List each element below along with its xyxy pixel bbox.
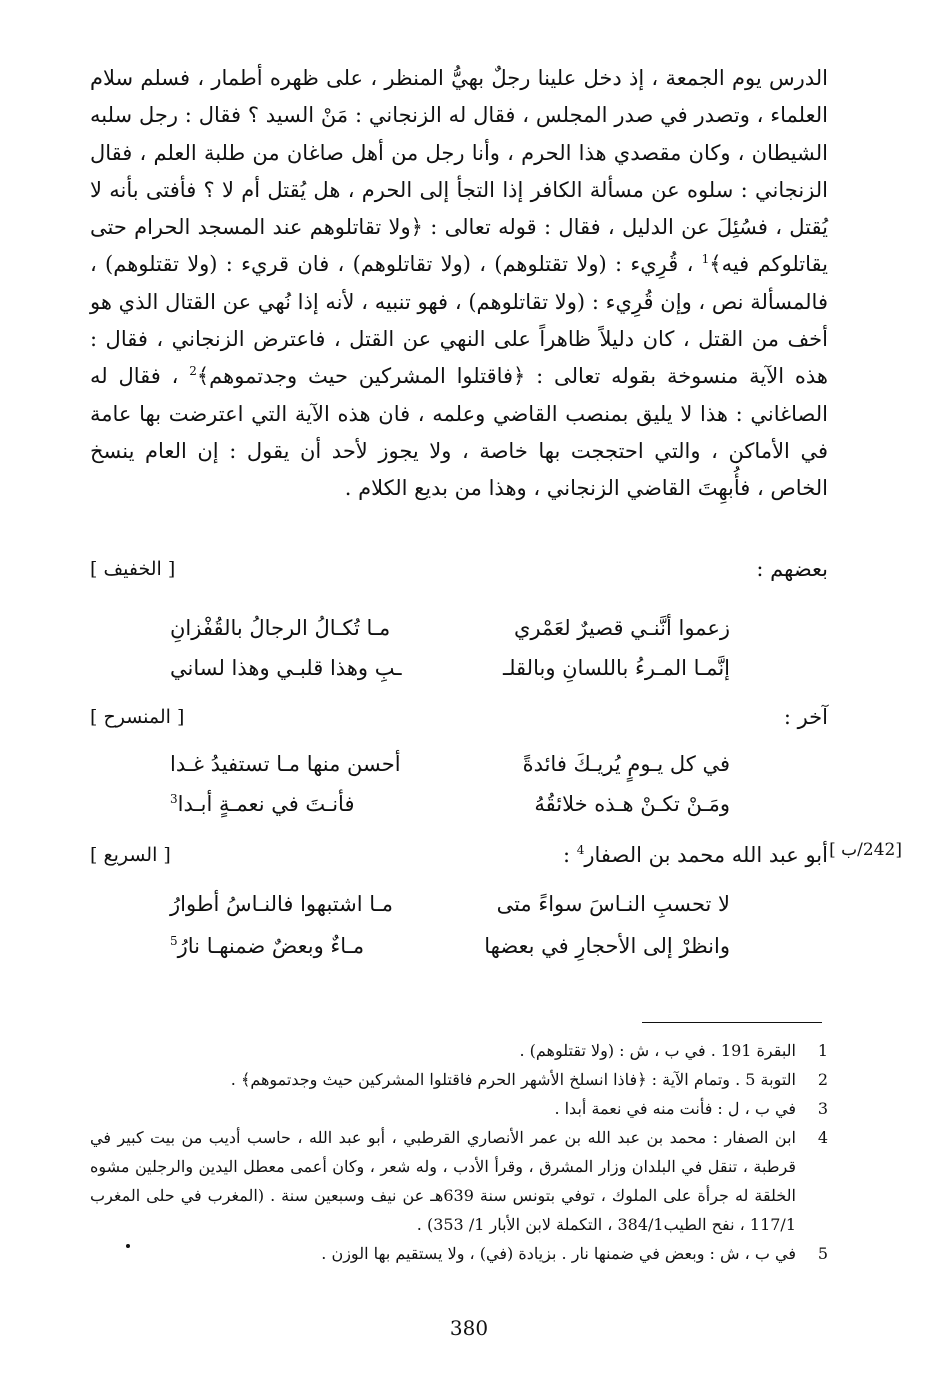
footnote-ref-2: 2 — [189, 364, 197, 379]
poem-3-meter: [ السريع ] — [90, 844, 171, 866]
footnote-ref-3: 3 — [170, 792, 178, 806]
poem-3-speaker — [563, 838, 828, 872]
footnote-number: 4 — [817, 1128, 828, 1147]
verse-line — [170, 926, 730, 966]
poem-2-speaker: آخر : — [783, 705, 828, 729]
speaker-name: أبو عبد الله محمد بن الصفار — [584, 843, 828, 867]
footnote-ref-5: 5 — [170, 934, 178, 948]
stray-dot-mark — [126, 1244, 130, 1248]
verse-first-hemistich: في كل يـومٍ يُريـكَ فائدةً — [522, 752, 730, 776]
verse-first-hemistich: ومَـنْ تكـنْ هـذه خلائقُهُ — [534, 792, 730, 816]
verse-line — [170, 648, 730, 688]
hemistich-text: مـاءٌ وبعضٌ ضمنهـا نارُ — [177, 934, 365, 958]
poem-2-meter: [ المنسرح ] — [90, 706, 185, 728]
poem-3-heading — [90, 838, 828, 872]
verse-first-hemistich: إنَّمـا المـرءُ باللسانِ وبالقلـ — [502, 656, 730, 680]
footnote-text: ابن الصفار : محمد بن عبد الله بن عمر الأنصاري القرطبي ، أبو عبد الله ، حاسب أديب من بيت كبير في قرطبة ، تنقل في البلدان وزار المشرق ، وقرأ الأدب ، وله شعر ، وكان أعمى معطل اليدين والرجلين مشوه الخلقة له جرأة على الملوك ، توفي بتونس سنة 639هـ عن نيف وسبعين سنة . (المغرب في حلى المغرب 117/1 ، نفح الطيب384/1 ، التكملة لابن الأبار 1/ 353) . — [90, 1128, 797, 1234]
poem-1-heading — [90, 552, 828, 586]
verse-line — [170, 744, 730, 784]
verse-second-hemistich: أحسن منها مـا تستفيدُ غـدا — [170, 752, 401, 776]
manuscript-folio-marker: [242/ب ] — [829, 840, 902, 860]
poem-1-meter: [ الخفيف ] — [90, 558, 176, 580]
hemistich-text: فأنـتَ في نعمـةٍ أبـدا — [177, 792, 355, 816]
paragraph-start: الدرس يوم الجمعة ، إذ دخل علينا رجلٌ بهيُّ المنظر ، على ظهره أطمار ، فسلم سلام العلماء ، وتصدر في صدر المجلس ، فقال له الزنجاني : مَنْ السيد ؟ فقال : رجل سلبه الشيطان ، وكان مقصدي هذا الحرم ، وأنا رجل من أهل صاغان من طلبة العلم ، فقال الزنجاني : سلوه عن مسألة الكافر إذا التجأ إلى الحرم ، هل يُقتل أم لا ؟ فأفتى بأنه لا يُقتل ، فسُئِلَ عن الدليل ، فقال : قوله تعالى : ﴿ولا تقاتلوهم عند المسجد الحرام حتى يقاتلوكم فيه﴾ — [90, 66, 828, 277]
footnote-item — [90, 1094, 828, 1123]
footnote-ref-4: 4 — [576, 843, 585, 857]
footnote-text: التوبة 5 . وتمام الآية : ﴿فاذا انسلخ الأشهر الحرم فاقتلوا المشركين حيث وجدتموهم﴾ . — [230, 1070, 796, 1089]
verse-second-hemistich: مـا اشتبهوا فالنـاسُ أطوارُ — [170, 892, 394, 916]
footnote-item — [90, 1036, 828, 1065]
main-text — [90, 60, 828, 508]
footnote-number: 5 — [817, 1244, 828, 1263]
footnote-item — [90, 1123, 828, 1239]
page-number: 380 — [449, 1316, 489, 1340]
verse-line — [170, 884, 730, 924]
prose-paragraph — [90, 60, 828, 508]
verse-second-hemistich — [170, 784, 354, 824]
poem-2-heading — [90, 700, 828, 734]
footnote-ref-1: 1 — [701, 252, 710, 267]
footnote-text: البقرة 191 . في ب ، ش : (ولا تقتلوهم) . — [519, 1041, 796, 1060]
poem-1-speaker: بعضهم : — [756, 557, 828, 581]
footnote-separator — [642, 1022, 822, 1023]
footnote-item — [90, 1239, 828, 1268]
verse-line — [170, 784, 730, 824]
paragraph-middle: ، قُرِيء : (ولا تقتلوهم) ، (ولا تقاتلوهم) ، فان قريء : (ولا تقتلوهم) ، فالمسألة نص ، وإن قُرِيء : (ولا تقاتلوهم) ، فهو تنبيه ، لأنه إذا نُهي عن القتال الذي هو أخف من القتل ، كان دليلاً ظاهراً على النهي عن القتل ، فاعترض الزنجاني ، فقال : هذه الآية منسوخة بقوله تعالى : ﴿فاقتلوا المشركين حيث وجدتموهم﴾ — [90, 252, 829, 389]
footnote-number: 3 — [817, 1099, 828, 1118]
verse-first-hemistich: زعموا أنَّنـي قصيرٌ لعَمْري — [513, 616, 730, 640]
footnote-item — [90, 1065, 828, 1094]
footnotes — [90, 1036, 828, 1268]
verse-second-hemistich: مـا تُكـالُ الرجالُ بالقُفْزانِ — [170, 616, 391, 640]
verse-line — [170, 608, 730, 648]
verse-second-hemistich — [170, 926, 364, 966]
footnote-number: 2 — [817, 1070, 828, 1089]
paragraph-end: ، فقال له الصاغاني : هذا لا يليق بمنصب القاضي وعلمه ، فان هذه الآية التي اعترضت بها عامة في الأماكن ، والتي احتججت بها خاصة ، ولا يجوز لأحد أن يقول : إن العام ينسخ الخاص ، فأُبهِتَ القاضي الزنجاني ، وهذا من بديع الكلام . — [90, 364, 828, 501]
verse-first-hemistich: وانظرْ إلى الأحجارِ في بعضها — [484, 934, 730, 958]
speaker-colon: : — [562, 843, 577, 867]
footnote-text: في ب ، ش : وبعض في ضمنها نار . بزيادة (في) ، ولا يستقيم بها الوزن . — [321, 1244, 796, 1263]
verse-second-hemistich: ـبِ وهذا قلبـي وهذا لساني — [170, 656, 402, 680]
footnote-number: 1 — [817, 1041, 828, 1060]
verse-first-hemistich: لا تحسبِ النـاسَ سواءً متى — [496, 892, 730, 916]
footnote-text: في ب ، ل : فأنت منه في نعمة أبدا . — [554, 1099, 796, 1118]
